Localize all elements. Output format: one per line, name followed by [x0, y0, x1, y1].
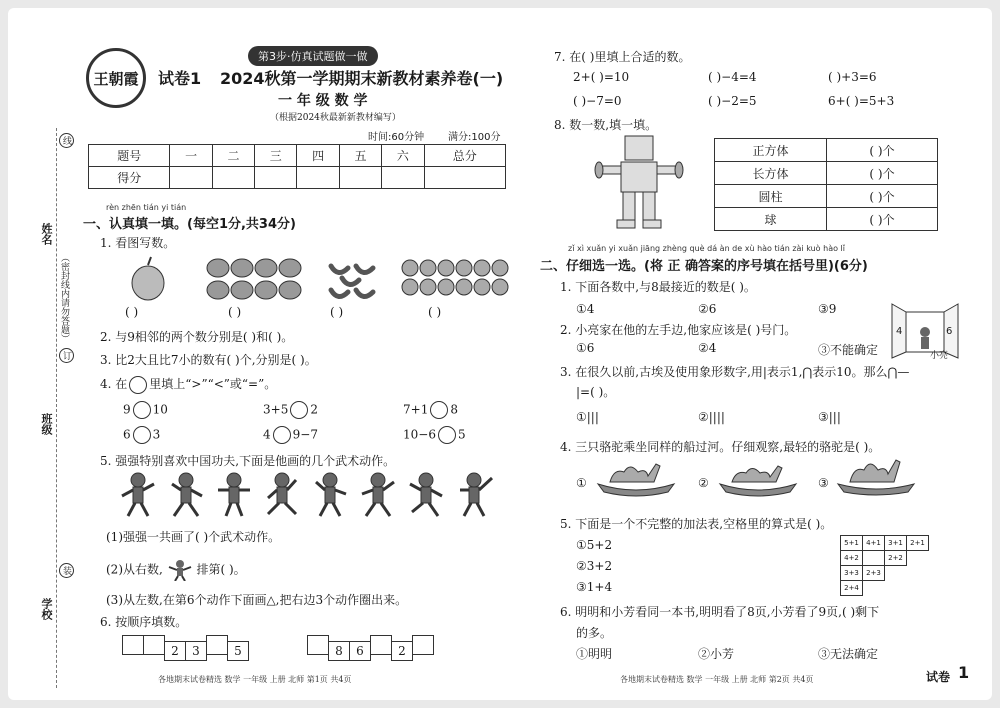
paper-subtitle: 一 年 级 数 学 — [278, 93, 368, 109]
compare-circle[interactable] — [290, 401, 308, 419]
score-cell[interactable] — [170, 167, 212, 189]
section1-pinyin: rèn zhēn tián yi tián — [106, 203, 187, 212]
hieroglyph-one-icon: ||| — [586, 410, 599, 424]
sequence-box[interactable] — [307, 635, 329, 655]
addition-cell: 4+1 — [863, 536, 885, 551]
sequence-box: 8 — [328, 641, 350, 661]
addition-empty — [885, 581, 907, 596]
r3-option[interactable]: ①||| — [576, 410, 599, 424]
peach-icon — [400, 258, 515, 298]
name-label: 姓名 — [40, 223, 53, 245]
exam-time: 时间:60分钟 — [368, 132, 425, 143]
r2-option[interactable]: ①6 — [576, 341, 595, 355]
score-header-cell: 三 — [255, 145, 297, 167]
r5-option[interactable]: ③1+4 — [576, 580, 613, 594]
q5-text: 5. 强强特别喜欢中国功夫,下面是他画的几个武术动作。 — [100, 454, 396, 468]
shape-name-cylinder: 圆柱 — [715, 185, 827, 208]
camel-boat-icon — [836, 454, 916, 498]
addition-cell: 2+2 — [885, 551, 907, 566]
r3-option[interactable]: ③||| — [818, 410, 841, 424]
paper-tag: 试卷 — [926, 670, 951, 684]
seal-line — [56, 128, 57, 688]
score-cell[interactable] — [382, 167, 424, 189]
score-cell[interactable] — [297, 167, 339, 189]
r3-text: 3. 在很久以前,古埃及使用象形数字,用|表示1,⋂表示10。那么⋂— — [560, 365, 910, 379]
compare-circle[interactable] — [133, 426, 151, 444]
sequence-box: 2 — [391, 641, 413, 661]
score-cell[interactable] — [339, 167, 381, 189]
sequence-box[interactable] — [122, 635, 144, 655]
r1-option[interactable]: ③9 — [818, 302, 837, 316]
r6-option[interactable]: ①明明 — [576, 647, 613, 661]
score-header-cell: 五 — [339, 145, 381, 167]
r5-option[interactable]: ①5+2 — [576, 538, 613, 552]
r2-option[interactable]: ③不能确定 — [818, 343, 879, 357]
q4-lead: 4. 在 — [100, 377, 128, 391]
section2-pinyin: zǐ xì xuǎn yi xuǎn jiāng zhèng què dá àn de xù hào tián zài kuò hào lǐ — [568, 244, 845, 253]
score-cell[interactable] — [255, 167, 297, 189]
q3-text[interactable]: 3. 比2大且比7小的数有( )个,分别是( )。 — [100, 353, 317, 367]
q1-blank[interactable]: ( ) — [228, 305, 242, 319]
q1-blank[interactable]: ( ) — [428, 305, 442, 319]
q1-blank[interactable]: ( ) — [125, 305, 139, 319]
score-cell[interactable] — [424, 167, 505, 189]
hieroglyph-one-icon: ||| — [828, 410, 841, 424]
shape-name-sphere: 球 — [715, 208, 827, 231]
q7-item[interactable]: ( )−7=0 — [573, 94, 622, 108]
footer-right: 各地期末试卷精选 数学 一年级 上册 北师 第2页 共4页 — [620, 675, 814, 684]
q7-item[interactable]: 2+( )=10 — [573, 70, 630, 84]
shape-name-cube: 正方体 — [715, 139, 827, 162]
kungfu-boy-icon — [167, 559, 193, 581]
score-cell[interactable] — [212, 167, 254, 189]
addition-cell: 2+4 — [841, 581, 863, 596]
shape-count-cell[interactable]: ( )个 — [827, 139, 938, 162]
q5-3-text: (3)从左数,在第6个动作下面画△,把右边3个动作圈出来。 — [106, 593, 408, 607]
section2-title: 二、仔细选一选。(将 正 确答案的序号填在括号里)(6分) — [540, 259, 868, 274]
addition-cell: 2+3 — [863, 566, 885, 581]
door-right-number: 6 — [946, 326, 953, 337]
r1-text[interactable]: 1. 下面各数中,与8最接近的数是( )。 — [560, 280, 756, 294]
addition-cell: 5+1 — [841, 536, 863, 551]
compare-item: 3+5 2 — [263, 401, 318, 419]
score-header-cell: 总分 — [424, 145, 505, 167]
addition-cell: 4+2 — [841, 551, 863, 566]
addition-empty — [907, 551, 929, 566]
r5-option[interactable]: ②3+2 — [576, 559, 613, 573]
compare-item: 9 10 — [123, 401, 168, 419]
school-label: 学校 — [40, 598, 53, 620]
step-banner: 第3步·仿真试题做一做 — [248, 46, 378, 66]
q5-1-text[interactable]: (1)强强一共画了( )个武术动作。 — [106, 530, 281, 544]
score-header-cell: 六 — [382, 145, 424, 167]
seal-char-zhuang: 装 — [59, 563, 74, 578]
score-header-cell: 一 — [170, 145, 212, 167]
shape-count-cell[interactable]: ( )个 — [827, 185, 938, 208]
compare-circle[interactable] — [438, 426, 456, 444]
kungfu-figures-icon — [118, 470, 508, 520]
pumpkin-icon — [206, 256, 306, 304]
r6-text[interactable]: 6. 明明和小芳看同一本书,明明看了8页,小芳看了9页,( )剩下 — [560, 605, 880, 619]
q7-item[interactable]: ( )−4=4 — [708, 70, 757, 84]
compare-circle[interactable] — [430, 401, 448, 419]
camel-boat-icon — [718, 458, 798, 498]
q1-blank[interactable]: ( ) — [330, 305, 344, 319]
addition-blank-cell[interactable] — [863, 551, 885, 566]
sequence-row-1 — [123, 635, 249, 661]
score-table — [88, 144, 506, 189]
shape-count-table — [714, 138, 938, 231]
r3-text-cont[interactable]: |=( )。 — [576, 385, 616, 399]
seal-char-ding: 订 — [59, 348, 74, 363]
paper-tag-number: 1 — [958, 663, 970, 682]
footer-left: 各地期末试卷精选 数学 一年级 上册 北师 第1页 共4页 — [158, 675, 352, 684]
section1-title: 一、认真填一填。(每空1分,共34分) — [83, 217, 296, 232]
q6-text: 6. 按顺序填数。 — [100, 615, 188, 629]
score-header-cell: 二 — [212, 145, 254, 167]
exam-sheet — [8, 8, 992, 700]
score-row-label: 得分 — [89, 167, 170, 189]
sequence-box: 3 — [185, 641, 207, 661]
compare-item: 7+1 8 — [403, 401, 458, 419]
addition-empty — [885, 566, 907, 581]
shape-count-cell[interactable]: ( )个 — [827, 162, 938, 185]
paper-title: 2024秋第一学期期末新教材素养卷(一) — [220, 69, 504, 88]
q4-tail: 里填上“>”“<”或“=”。 — [149, 377, 277, 391]
addition-cell: 3+1 — [885, 536, 907, 551]
q7-item[interactable]: ( )−2=5 — [708, 94, 757, 108]
r6-option[interactable]: ③无法确定 — [818, 647, 879, 661]
banana-icon — [326, 256, 386, 304]
sequence-box[interactable] — [143, 635, 165, 655]
q7-item[interactable]: 6+( )=5+3 — [828, 94, 895, 108]
r1-option[interactable]: ①4 — [576, 302, 595, 316]
exam-full-score: 满分:100分 — [448, 132, 501, 143]
sequence-box: 5 — [227, 641, 249, 661]
r5-text[interactable]: 5. 下面是一个不完整的加法表,空格里的算式是( )。 — [560, 517, 833, 531]
paper-note: （根据2024秋最新新教材编写） — [270, 113, 401, 123]
q5-2-tail[interactable]: 排第( )。 — [196, 562, 246, 577]
sequence-box[interactable] — [370, 635, 392, 655]
r4-option[interactable]: ① — [576, 476, 587, 490]
q7-item[interactable]: ( )+3=6 — [828, 70, 877, 84]
compare-item: 6 3 — [123, 426, 160, 444]
q5-2-lead: (2)从右数, — [106, 562, 163, 577]
r6-option[interactable]: ②小芳 — [698, 647, 735, 661]
paper-number: 试卷1 — [158, 69, 202, 88]
pear-icon — [123, 253, 173, 301]
compare-item: 10−6 5 — [403, 426, 466, 444]
shape-count-cell[interactable]: ( )个 — [827, 208, 938, 231]
score-header-cell: 题号 — [89, 145, 170, 167]
r4-option[interactable]: ③ — [818, 476, 829, 490]
addition-empty — [863, 581, 885, 596]
r3-option[interactable]: ②|||| — [698, 410, 725, 424]
sequence-box: 2 — [164, 641, 186, 661]
score-row — [89, 167, 506, 189]
r1-option[interactable]: ②6 — [698, 302, 717, 316]
q8-text: 8. 数一数,填一填。 — [554, 118, 658, 132]
sequence-box: 6 — [349, 641, 371, 661]
sequence-row-2 — [308, 635, 434, 661]
score-header-row — [89, 145, 506, 167]
q7-text: 7. 在( )里填上合适的数。 — [554, 50, 691, 64]
class-label: 班级 — [40, 413, 53, 435]
sequence-box[interactable] — [412, 635, 434, 655]
addition-cell: 3+3 — [841, 566, 863, 581]
score-header-cell: 四 — [297, 145, 339, 167]
r2-text[interactable]: 2. 小亮家在他的左手边,他家应该是( )号门。 — [560, 323, 797, 337]
hieroglyph-one-icon: |||| — [708, 410, 725, 424]
robot-icon — [591, 134, 691, 230]
door-left-number: 4 — [896, 326, 903, 337]
addition-empty — [907, 566, 929, 581]
q2-text[interactable]: 2. 与9相邻的两个数分别是( )和( )。 — [100, 330, 294, 344]
sequence-box[interactable] — [206, 635, 228, 655]
q1-text: 1. 看图写数。 — [100, 236, 176, 250]
seal-notice: （密封线内请勿答题） — [59, 253, 69, 343]
addition-cell: 2+1 — [907, 536, 929, 551]
compare-item: 4 9−7 — [263, 426, 318, 444]
seal-char-line: 线 — [59, 133, 74, 148]
publisher-logo: 王朝霞 — [86, 48, 146, 108]
r4-text[interactable]: 4. 三只骆驼乘坐同样的船过河。仔细观察,最轻的骆驼是( )。 — [560, 440, 881, 454]
addition-empty — [907, 581, 929, 596]
q5-2-text — [106, 559, 246, 581]
addition-table — [840, 535, 929, 596]
r6-text-cont: 的多。 — [576, 626, 613, 640]
shape-name-cuboid: 长方体 — [715, 162, 827, 185]
r2-option[interactable]: ②4 — [698, 341, 717, 355]
camel-boat-icon — [596, 458, 676, 498]
door-person-label: 小亮 — [930, 351, 949, 361]
q4-text — [100, 375, 276, 394]
compare-circle-icon — [129, 376, 147, 394]
compare-circle[interactable] — [133, 401, 151, 419]
compare-circle[interactable] — [273, 426, 291, 444]
r4-option[interactable]: ② — [698, 476, 709, 490]
